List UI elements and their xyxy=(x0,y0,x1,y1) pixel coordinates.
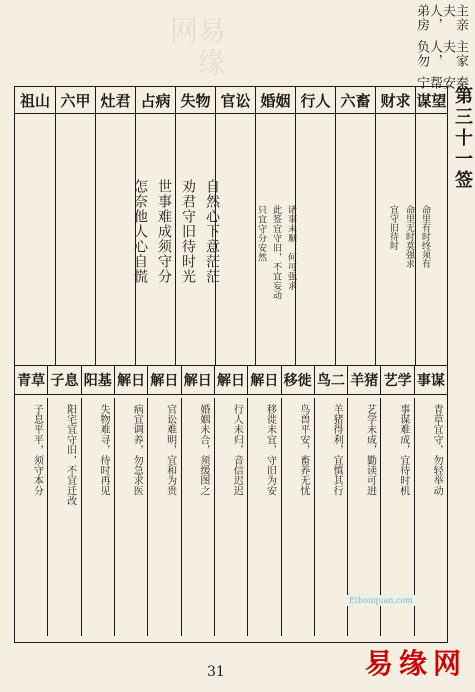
sign-title: 第三十一签 xyxy=(452,86,473,191)
top-band xyxy=(14,86,448,366)
bottom-col: 艺学未成，勤读可进 xyxy=(347,398,380,636)
bottom-label: 移徙 xyxy=(281,366,314,394)
bottom-label: 青草 xyxy=(17,373,46,389)
bottom-labels xyxy=(15,366,447,395)
intro-text: 秦安帮宁 主家夫人，负勿 主亲夫人，弟房 xyxy=(414,4,468,90)
watermark-url: Ethouquan.com xyxy=(346,595,416,606)
cat-column: 谋望 xyxy=(415,87,447,365)
bottom-label: 羊猪 xyxy=(347,366,380,394)
bottom-label: 解日 xyxy=(114,366,147,394)
bottom-label: 解日 xyxy=(214,366,247,394)
bottom-label: 解日 xyxy=(147,366,180,394)
bottom-label: 阳基 xyxy=(81,366,114,394)
bottom-col: 移徙未宜，守旧为安 xyxy=(247,398,280,636)
bottom-col: 失物难寻，待时再见 xyxy=(81,398,114,636)
bottom-col: 婚姻未合，须缓图之 xyxy=(181,398,214,636)
cat-column: 婚姻 xyxy=(255,87,295,365)
bottom-col: 鸟兽平安，畜养无忧 xyxy=(281,398,314,636)
bottom-col: 子息平平，须守本分 xyxy=(31,404,43,496)
page-number: 31 xyxy=(207,664,225,680)
wish-text: 命里有时终须有 命里无时莫强求 宜守旧待时 xyxy=(388,205,430,268)
cat-column: 六甲 xyxy=(55,87,95,365)
bottom-label: 解日 xyxy=(247,366,280,394)
bottom-label: 艺学 xyxy=(380,366,413,394)
bottom-label: 解日 xyxy=(181,366,214,394)
watermark: 易缘网 xyxy=(364,647,467,680)
bottom-col: 官讼难明，宜和为贵 xyxy=(147,398,180,636)
cat-column: 占病 xyxy=(135,87,175,365)
bottom-col: 事谋难成，宜待时机 xyxy=(380,398,413,636)
cat-column: 灶君 xyxy=(95,87,135,365)
bottom-col: 阳宅宜守旧，不宜迁改 xyxy=(47,398,80,636)
cat-column: 官讼 xyxy=(215,87,255,365)
bottom-label: 子息 xyxy=(47,366,80,394)
bottom-col: 行人未归，音信迟迟 xyxy=(214,398,247,636)
cat-column: 财求 xyxy=(375,87,415,365)
cat-column: 六畜 xyxy=(335,87,375,365)
cat-column: 祖山 xyxy=(15,87,55,365)
cat-column: 行人 xyxy=(295,87,335,365)
bottom-col: 青草宜守，勿轻举动 xyxy=(414,398,447,636)
watermark-shadow: 易缘网 xyxy=(166,16,227,80)
cat-column: 失物 xyxy=(175,87,215,365)
bottom-col: 病宜调养，勿急求医 xyxy=(114,398,147,636)
explanation: 诸事未顺，何可强求 此签宜守旧，不宜妄动 只宜守分安然 xyxy=(256,205,296,300)
bottom-col: 羊猪得利，宜慎其行 xyxy=(314,398,347,636)
bottom-label: 事谋 xyxy=(414,366,447,394)
bottom-label: 鸟二 xyxy=(314,366,347,394)
poem: 自然心下意茫茫 劝君守旧待时光 世事难成须守分 怎奈他人心自慌 xyxy=(132,179,220,284)
